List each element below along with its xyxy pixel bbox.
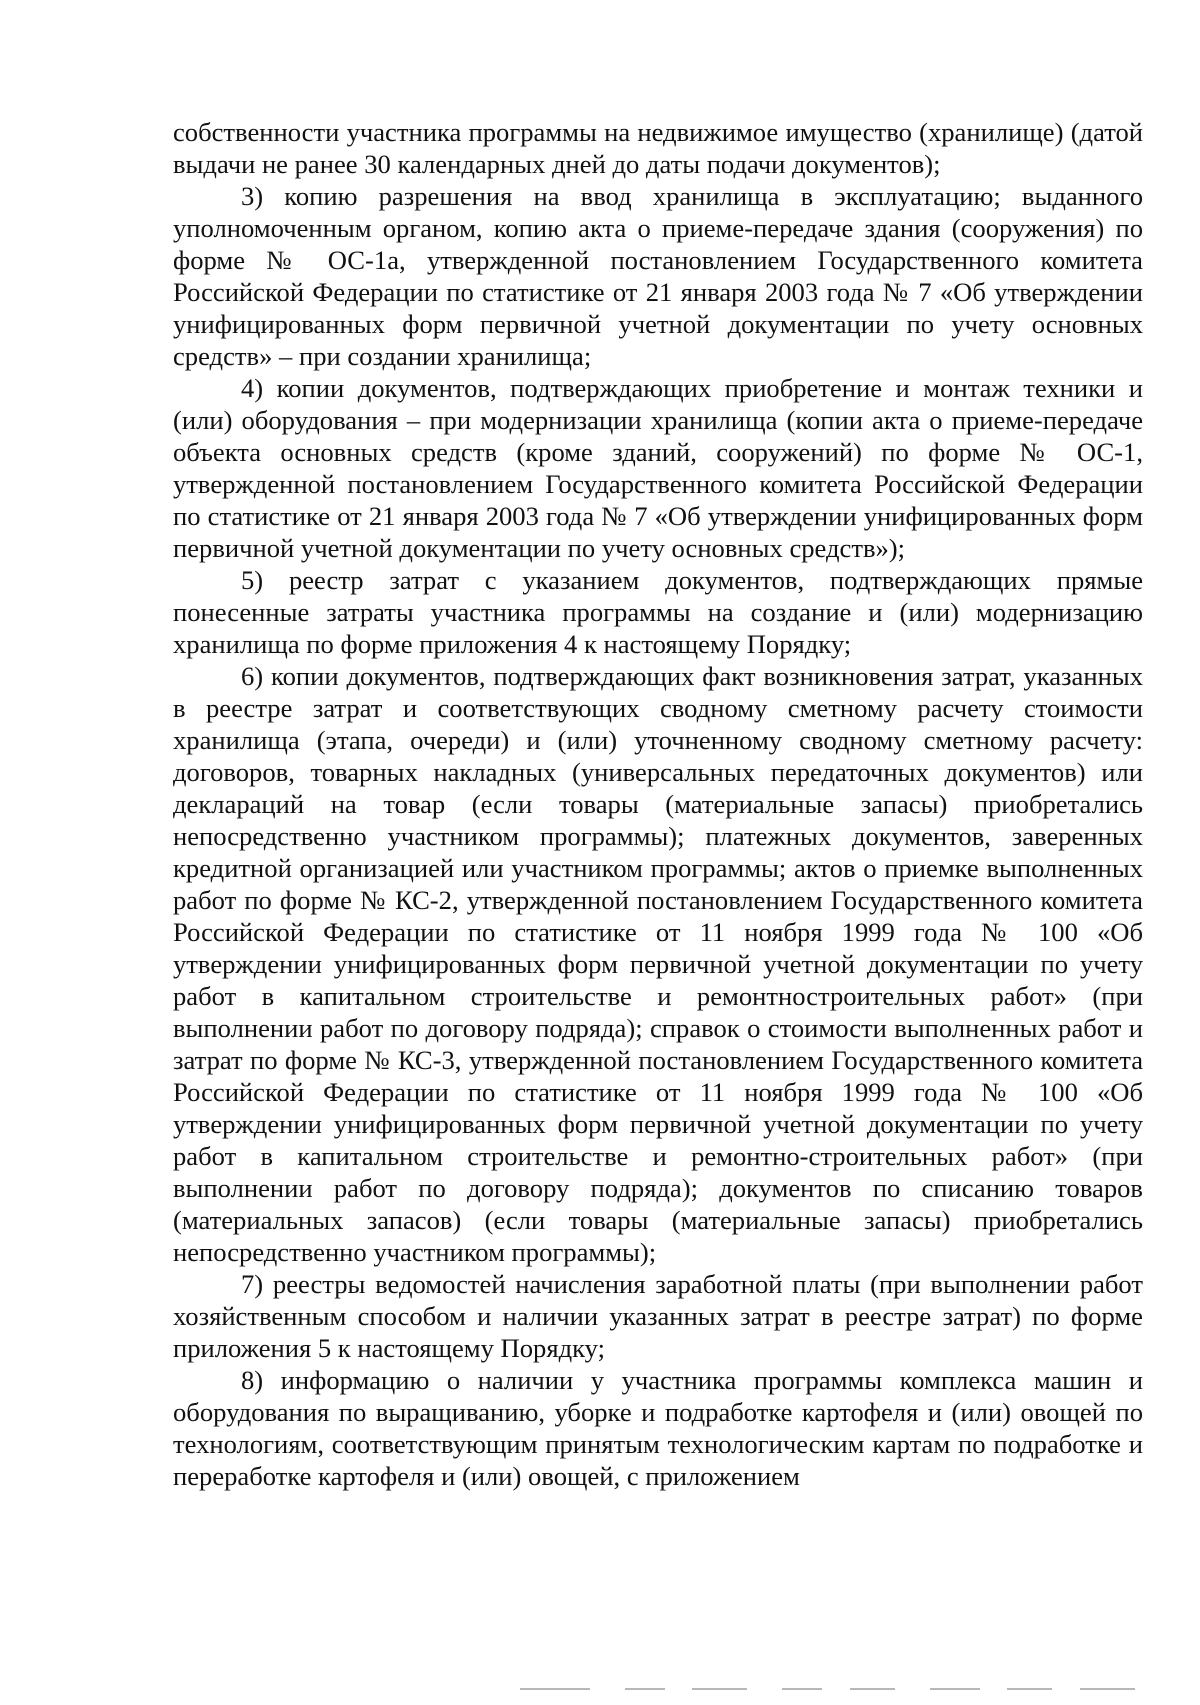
paragraph-item-8: 8) информацию о наличии у участника программы комплекса машин и оборудования по выращиванию, уборке и подработке картофеля и (или) овощей по технологиям, соответствующим принятым технологическим картам по подработке и переработке картофеля и (или) овощей, с приложением [173,1365,1143,1491]
scan-mark [930,1688,980,1690]
scan-mark [625,1688,665,1690]
paragraph-item-5: 5) реестр затрат с указанием документов, подтверждающих прямые понесенные затраты участника программы на создание и (или) модернизацию хранилища по форме приложения 4 к настоящему Порядку; [173,565,1143,659]
document-body [173,116,1143,1492]
scan-mark [1080,1688,1135,1690]
paragraph-item-6: 6) копии документов, подтверждающих факт возникновения затрат, указанных в реестре затрат и соответствующих сводному сметному расчету стоимости хранилища (этапа, очереди) и (или) уточненному сводному сметному расчету: договоров, товарных накладных (универсальных передаточных документов) или деклараций на товар (если товары (материальные запасы) приобретались непосредственно участником программы); платежных документов, заверенных кредитной организацией или участником программы; актов о приемке выполненных работ по форме № КС-2, утвержденной постановлением Государственного комитета Российской Федерации по статистике от 11 ноября 1999 года № 100 «Об утверждении унифицированных форм первичной учетной документации по учету работ в капитальном строительстве и ремонтностроительных работ» (при выполнении работ по договору подряда); справок о стоимости выполненных работ и затрат по форме № КС-3, утвержденной постановлением Государственного комитета Российской Федерации по статистике от 11 ноября 1999 года № 100 «Об утверждении унифицированных форм первичной учетной документации по учету работ в капитальном строительстве и ремонтно-строительных работ» (при выполнении работ по договору подряда); документов по списанию товаров (материальных запасов) (если товары (материальные запасы) приобретались непосредственно участником программы); [173,661,1143,1267]
paragraph-item-7: 7) реестры ведомостей начисления заработной платы (при выполнении работ хозяйственным способом и наличии указанных затрат в реестре затрат) по форме приложения 5 к настоящему Порядку; [173,1269,1143,1363]
paragraph-item-3: 3) копию разрешения на ввод хранилища в эксплуатацию; выданного уполномоченным органом, копию акта о приеме-передаче здания (сооружения) по форме № ОС-1а, утвержденной постановлением Государственного комитета Российской Федерации по статистике от 21 января 2003 года № 7 «Об утверждении унифицированных форм первичной учетной документации по учету основных средств» – при создании хранилища; [173,181,1143,371]
scan-mark [850,1688,895,1690]
paragraph-continuation: собственности участника программы на недвижимое имущество (хранилище) (датой выдачи не ранее 30 календарных дней до даты подачи документов); [173,117,1143,179]
scan-mark [692,1688,747,1690]
scan-mark [1007,1688,1052,1690]
scan-mark [520,1688,590,1690]
scan-artifact-marks [520,1688,1140,1694]
paragraph-item-4: 4) копии документов, подтверждающих приобретение и монтаж техники и (или) оборудования – при модернизации хранилища (копии акта о приеме-передаче объекта основных средств (кроме зданий, сооружений) по форме № ОС-1, утвержденной постановлением Государственного комитета Российской Федерации по статистике от 21 января 2003 года № 7 «Об утверждении унифицированных форм первичной учетной документации по учету основных средств»); [173,373,1143,563]
scan-mark [782,1688,822,1690]
